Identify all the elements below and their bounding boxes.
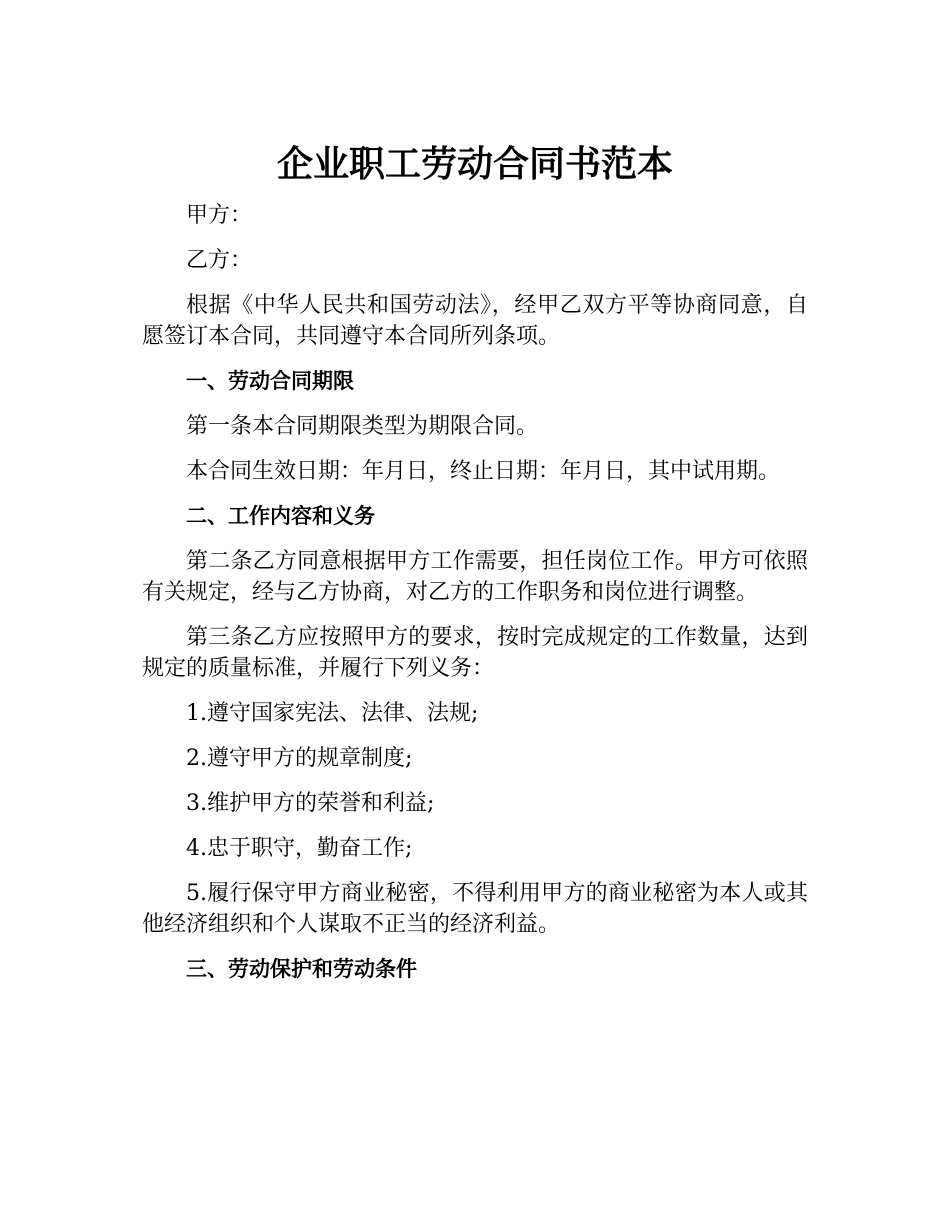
- duty-item-1: 1.遵守国家宪法、法律、法规;: [186, 701, 479, 726]
- preamble-paragraph: 根据《中华人民共和国劳动法》，经甲乙双方平等协商同意，自愿签订本合同，共同遵守本合同所列条项。: [142, 293, 808, 349]
- party-a-line: 甲方：: [186, 203, 253, 228]
- section-heading-protection: 三、劳动保护和劳动条件: [186, 957, 417, 981]
- party-b-line: 乙方：: [186, 248, 253, 273]
- duty-item-2: 2.遵守甲方的规章制度;: [186, 746, 413, 771]
- document-body: [142, 200, 808, 999]
- duty-item-3: 3.维护甲方的荣誉和利益;: [186, 791, 435, 816]
- article-1: 第一条本合同期限类型为期限合同。: [186, 414, 539, 439]
- article-3: 第三条乙方应按照甲方的要求，按时完成规定的工作数量，达到规定的质量标准，并履行下列义务：: [142, 625, 808, 681]
- section-heading-term: 一、劳动合同期限: [186, 369, 354, 393]
- article-2: 第二条乙方同意根据甲方工作需要，担任岗位工作。甲方可依照有关规定，经与乙方协商，对乙方的工作职务和岗位进行调整。: [142, 549, 808, 605]
- document-title: 企业职工劳动合同书范本: [276, 144, 673, 186]
- duty-item-5: 5.履行保守甲方商业秘密，不得利用甲方的商业秘密为本人或其他经济组织和个人谋取不正当的经济利益。: [142, 881, 808, 937]
- contract-dates-paragraph: 本合同生效日期：年月日，终止日期：年月日，其中试用期。: [186, 459, 781, 484]
- section-heading-duties: 二、工作内容和义务: [186, 504, 375, 528]
- duty-item-4: 4.忠于职守，勤奋工作;: [186, 836, 413, 861]
